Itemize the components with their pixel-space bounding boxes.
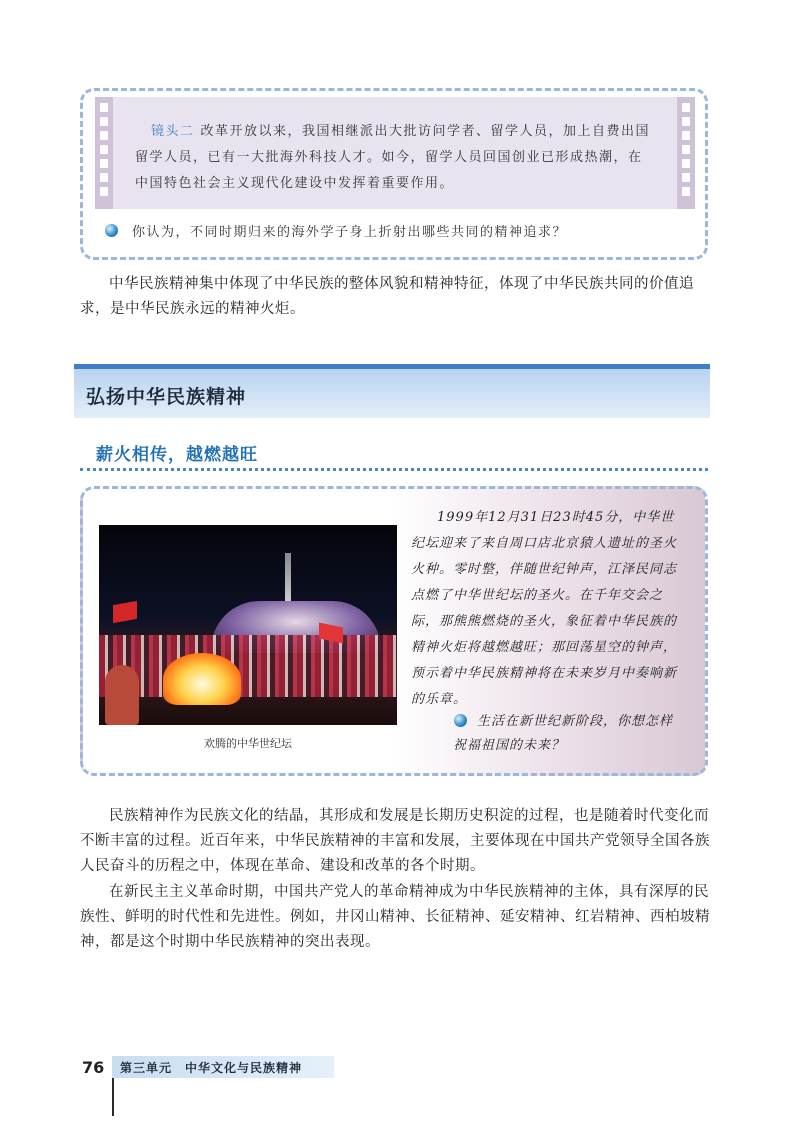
section-title: 弘扬中华民族精神 bbox=[86, 386, 247, 408]
photo-caption: 欢腾的中华世纪坛 bbox=[204, 737, 292, 750]
photo-crowd bbox=[99, 635, 397, 697]
millennium-altar-photo bbox=[99, 525, 397, 725]
case-2-story: 1999年12月31日23时45分，中华世纪坛迎来了来自周口店北京猿人遗址的圣火火种。零时整，伴随世纪钟声，江泽民同志点燃了中华世纪坛的圣火。在千年交会之际，那熊熊燃烧的圣火，象征着中华民族的精神火炬将越燃越旺；那回荡星空的钟声，预示着中华民族精神将在未来岁月中奏响新的乐章。 bbox=[411, 510, 678, 707]
unit-label: 第三单元 中华文化与民族精神 bbox=[112, 1056, 334, 1078]
film-perforation-right bbox=[677, 97, 695, 209]
film-perforation-left bbox=[95, 97, 113, 209]
photo-flame bbox=[163, 653, 241, 705]
sub-title: 薪火相传，越燃越旺 bbox=[96, 445, 258, 465]
film-strip bbox=[95, 97, 695, 209]
case-1-question: 你认为，不同时期归来的海外学子身上折射出哪些共同的精神追求？ bbox=[132, 225, 568, 240]
case-2-question bbox=[453, 710, 674, 758]
page-number: 76 bbox=[82, 1058, 105, 1077]
dotted-divider bbox=[80, 468, 708, 471]
paragraph-3: 在新民主主义革命时期，中国共产党人的革命精神成为中华民族精神的主体，具有深厚的民族性、鲜明的时代性和先进性。例如，井冈山精神、长征精神、延安精神、红岩精神、西柏坡精神，都是这个时期中华民族精神的突出表现。 bbox=[80, 884, 710, 950]
case-1-question-row bbox=[105, 221, 567, 240]
paragraph-1: 中华民族精神集中体现了中华民族的整体风貌和精神特征，体现了中华民族共同的价值追求，是中华民族永远的精神火炬。 bbox=[80, 276, 694, 317]
case-2-question-line-1: 生活在新世纪新阶段，你想怎样 bbox=[477, 714, 674, 729]
case-2-question-row bbox=[454, 710, 688, 758]
section-header bbox=[74, 364, 710, 418]
paragraph-2: 民族精神作为民族文化的结晶，其形成和发展是长期历史积淀的过程，也是随着时代变化而不断丰富的过程。近百年来，中华民族精神的丰富和发展，主要体现在中国共产党领导全国各族人民奋斗的历程之中，体现在革命、建设和改革的各个时期。 bbox=[80, 808, 710, 874]
photo-flag bbox=[113, 601, 137, 623]
case-box-1 bbox=[80, 88, 708, 260]
case-2-question-line-2: 祝福祖国的未来？ bbox=[453, 738, 566, 753]
case-1-body: 改革开放以来，我国相继派出大批访问学者、留学人员，加上自费出国留学人员，已有一大批海外科技人才。如今，留学人员回国创业已形成热潮，在中国特色社会主义现代化建设中发挥着重要作用。 bbox=[135, 124, 651, 191]
case-1-lead: 镜头二 bbox=[151, 124, 195, 139]
globe-bullet-icon bbox=[105, 224, 118, 237]
case-1-text bbox=[135, 119, 655, 197]
globe-bullet-icon bbox=[454, 714, 467, 727]
photo-figure bbox=[105, 665, 139, 725]
